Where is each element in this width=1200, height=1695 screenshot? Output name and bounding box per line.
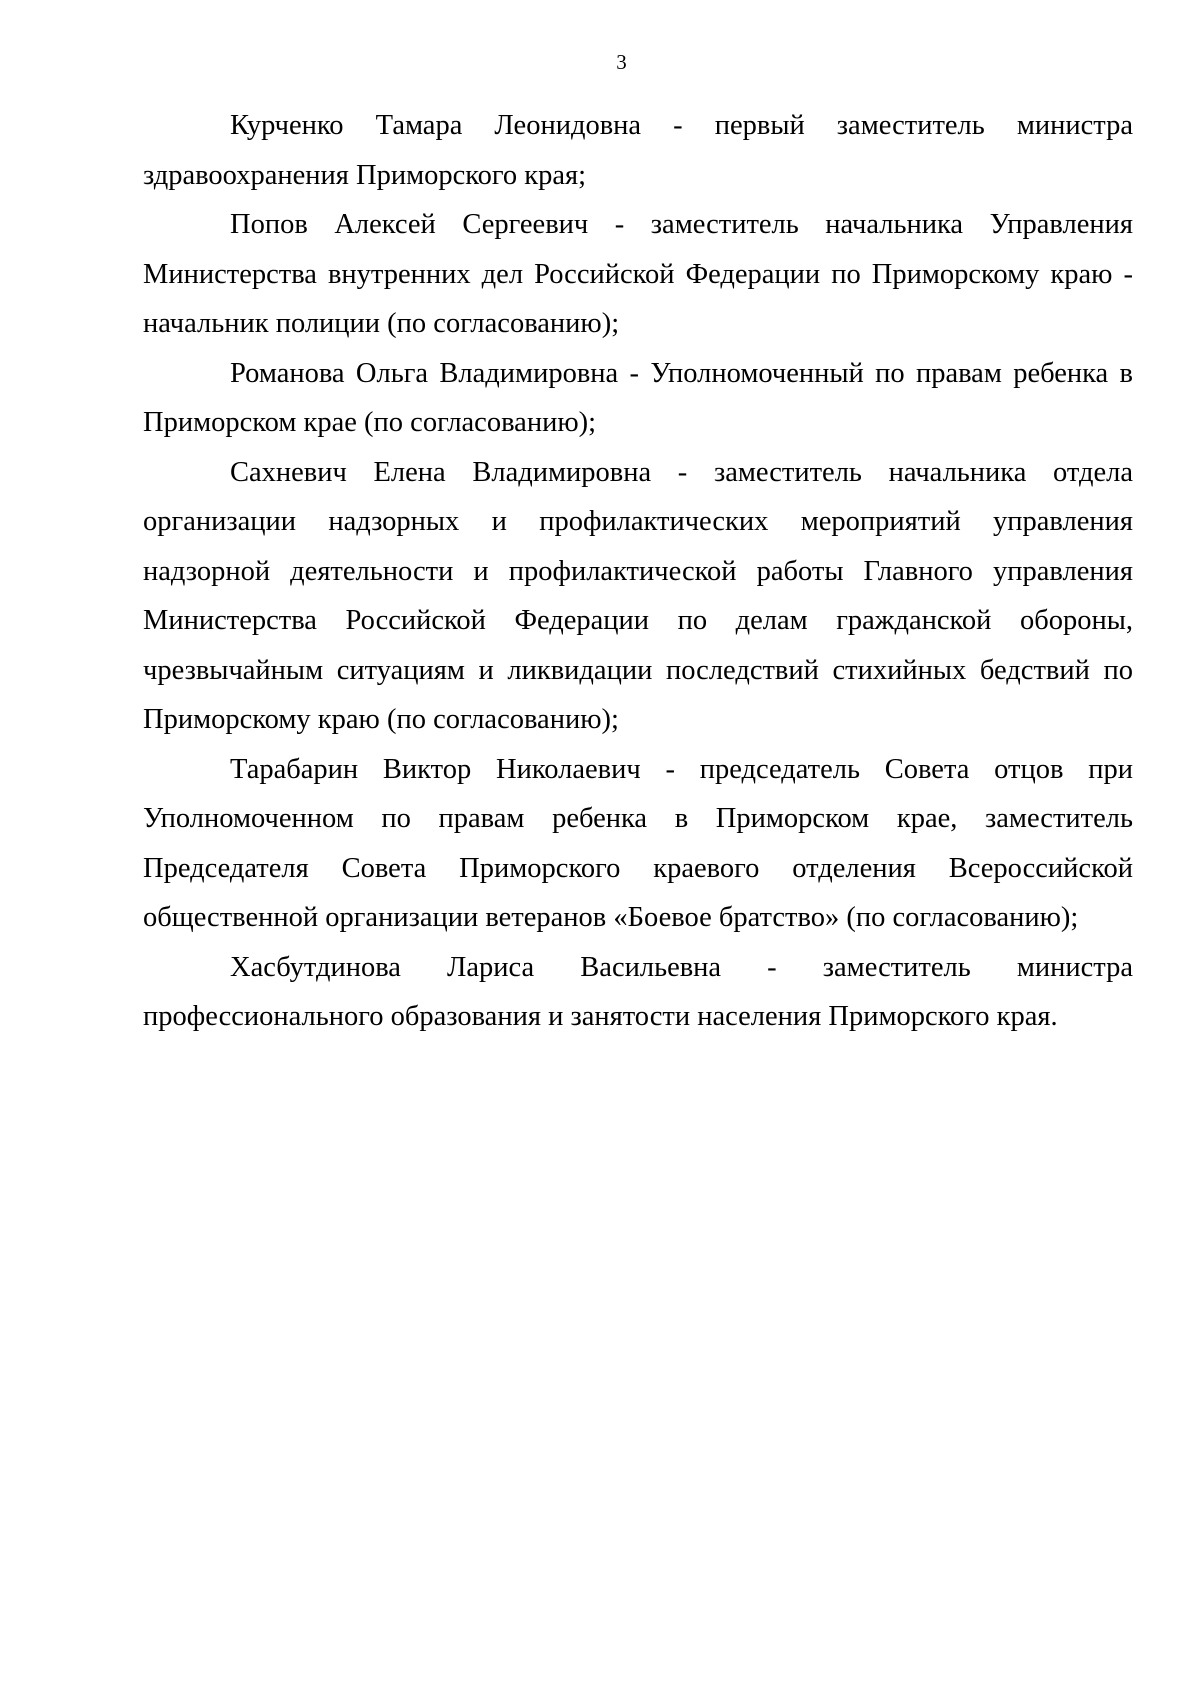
page-number: 3 — [616, 50, 627, 74]
member-entry: Тарабарин Виктор Николаевич - председатель Совета отцов при Уполномоченном по правам ребенка в Приморском крае, заместитель Председателя Совета Приморского краевого отделения Всероссийской общественной организации ветеранов «Боевое братство» (по согласованию); — [143, 753, 1133, 933]
member-entry: Романова Ольга Владимировна - Уполномоченный по правам ребенка в Приморском крае (по согласованию); — [143, 357, 1133, 438]
member-entry: Хасбутдинова Лариса Васильевна - заместитель министра профессионального образования и занятости населения Приморского края. — [143, 951, 1133, 1032]
member-list — [143, 101, 1133, 1042]
member-entry: Попов Алексей Сергеевич - заместитель начальника Управления Министерства внутренних дел Российской Федерации по Приморскому краю - начальник полиции (по согласованию); — [143, 209, 1133, 339]
member-entry: Курченко Тамара Леонидовна - первый заместитель министра здравоохранения Приморского края; — [143, 110, 1133, 191]
member-entry: Сахневич Елена Владимировна - заместитель начальника отдела организации надзорных и профилактических мероприятий управления надзорной деятельности и профилактической работы Главного управления Министерства Российской Федерации по делам гражданской обороны, чрезвычайным ситуациям и ликвидации последствий стихийных бедствий по Приморскому краю (по согласованию); — [143, 456, 1133, 735]
